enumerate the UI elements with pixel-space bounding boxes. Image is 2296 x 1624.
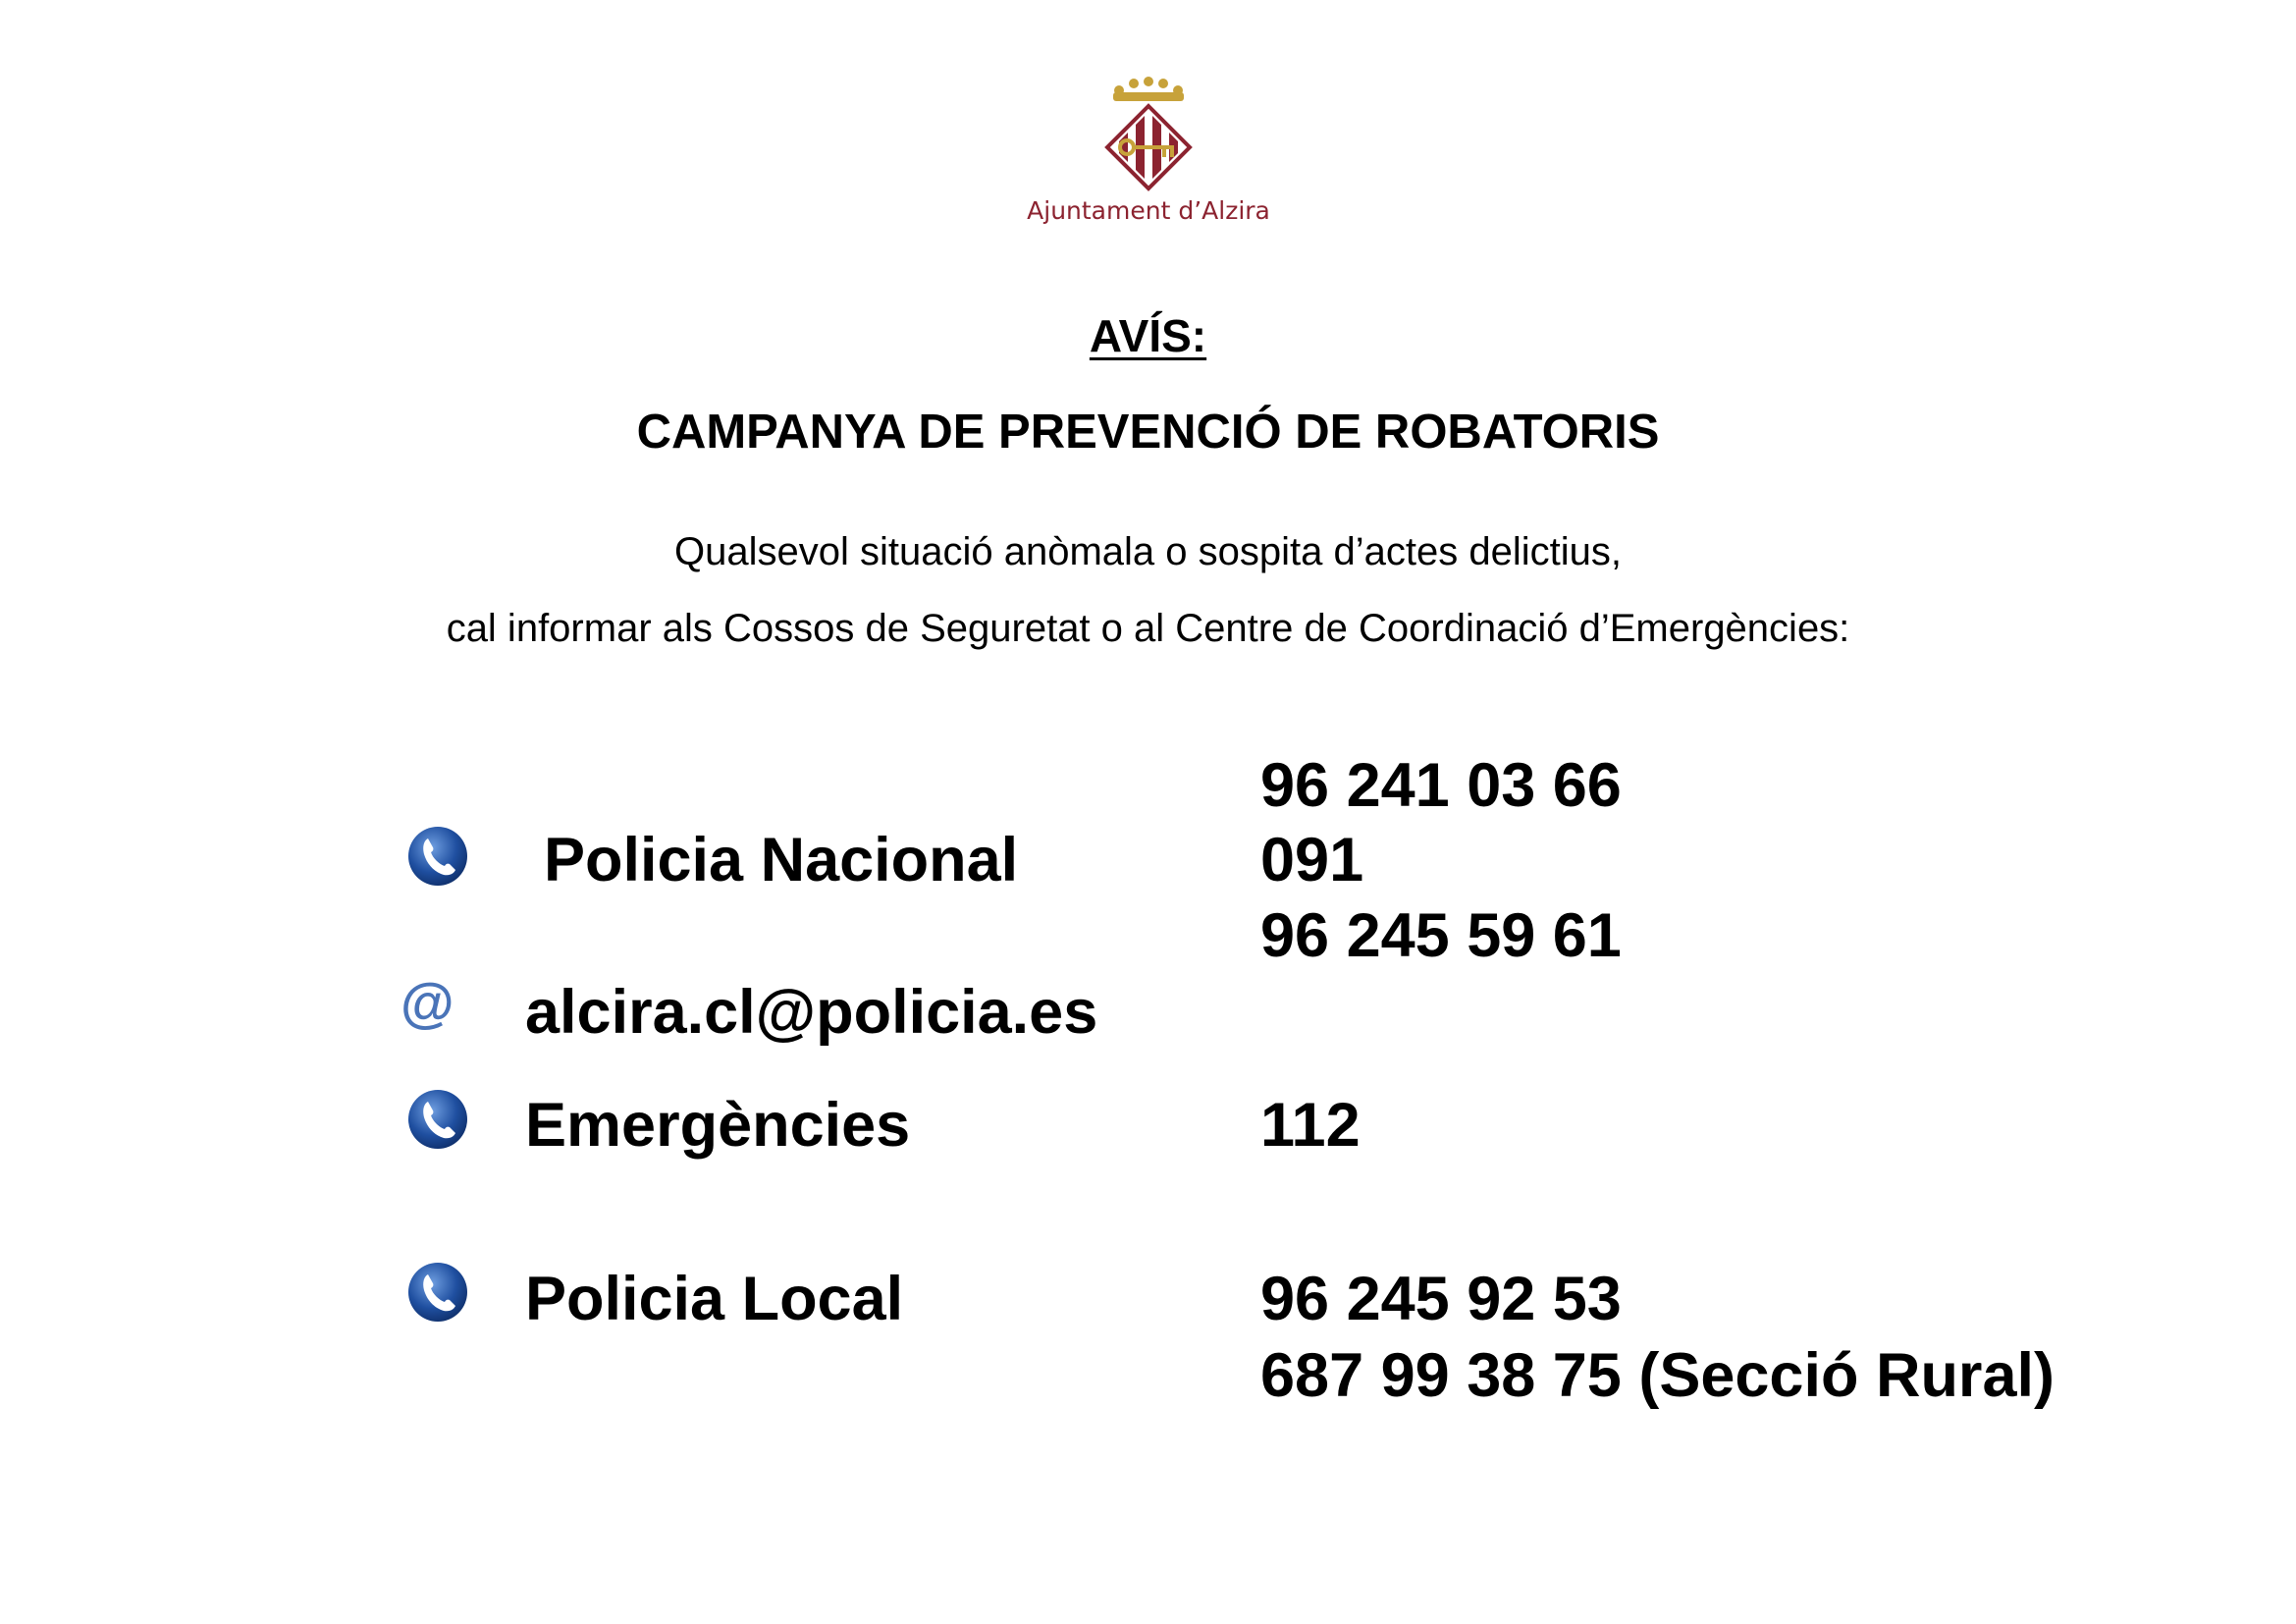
emergencies-phone: 112: [1260, 1091, 1361, 1160]
policia-nacional-label: Policia Nacional: [544, 826, 1019, 894]
policia-nacional-phone-2: 091: [1260, 826, 1364, 894]
policia-local-phone-1: 96 245 92 53: [1260, 1265, 1622, 1333]
policia-nacional-phone-1: 96 241 03 66: [1260, 751, 1622, 820]
phone-icon: [406, 825, 469, 888]
campaign-title: CAMPANYA DE PREVENCIÓ DE ROBATORIS: [636, 406, 1660, 459]
municipal-logo: [1021, 77, 1276, 225]
at-icon: @: [400, 971, 454, 1033]
intro-line-2: cal informar als Cossos de Seguretat o al Centre de Coordinació d’Emergències:: [446, 607, 1850, 650]
coat-of-arms-icon: [1099, 77, 1198, 192]
intro-line-1: Qualsevol situació anòmala o sospita d’actes delictius,: [674, 530, 1622, 573]
policia-nacional-phone-3: 96 245 59 61: [1260, 901, 1622, 970]
notice-title: AVÍS:: [1089, 310, 1207, 361]
phone-icon: [406, 1261, 469, 1324]
logo-text: Ajuntament d’Alzira: [1027, 196, 1270, 225]
policia-local-label: Policia Local: [525, 1265, 904, 1333]
phone-icon: [406, 1088, 469, 1151]
policia-local-phone-2: 687 99 38 75 (Secció Rural): [1260, 1341, 2055, 1410]
email-address: alcira.cl@policia.es: [525, 978, 1098, 1047]
emergencies-label: Emergències: [525, 1091, 911, 1160]
